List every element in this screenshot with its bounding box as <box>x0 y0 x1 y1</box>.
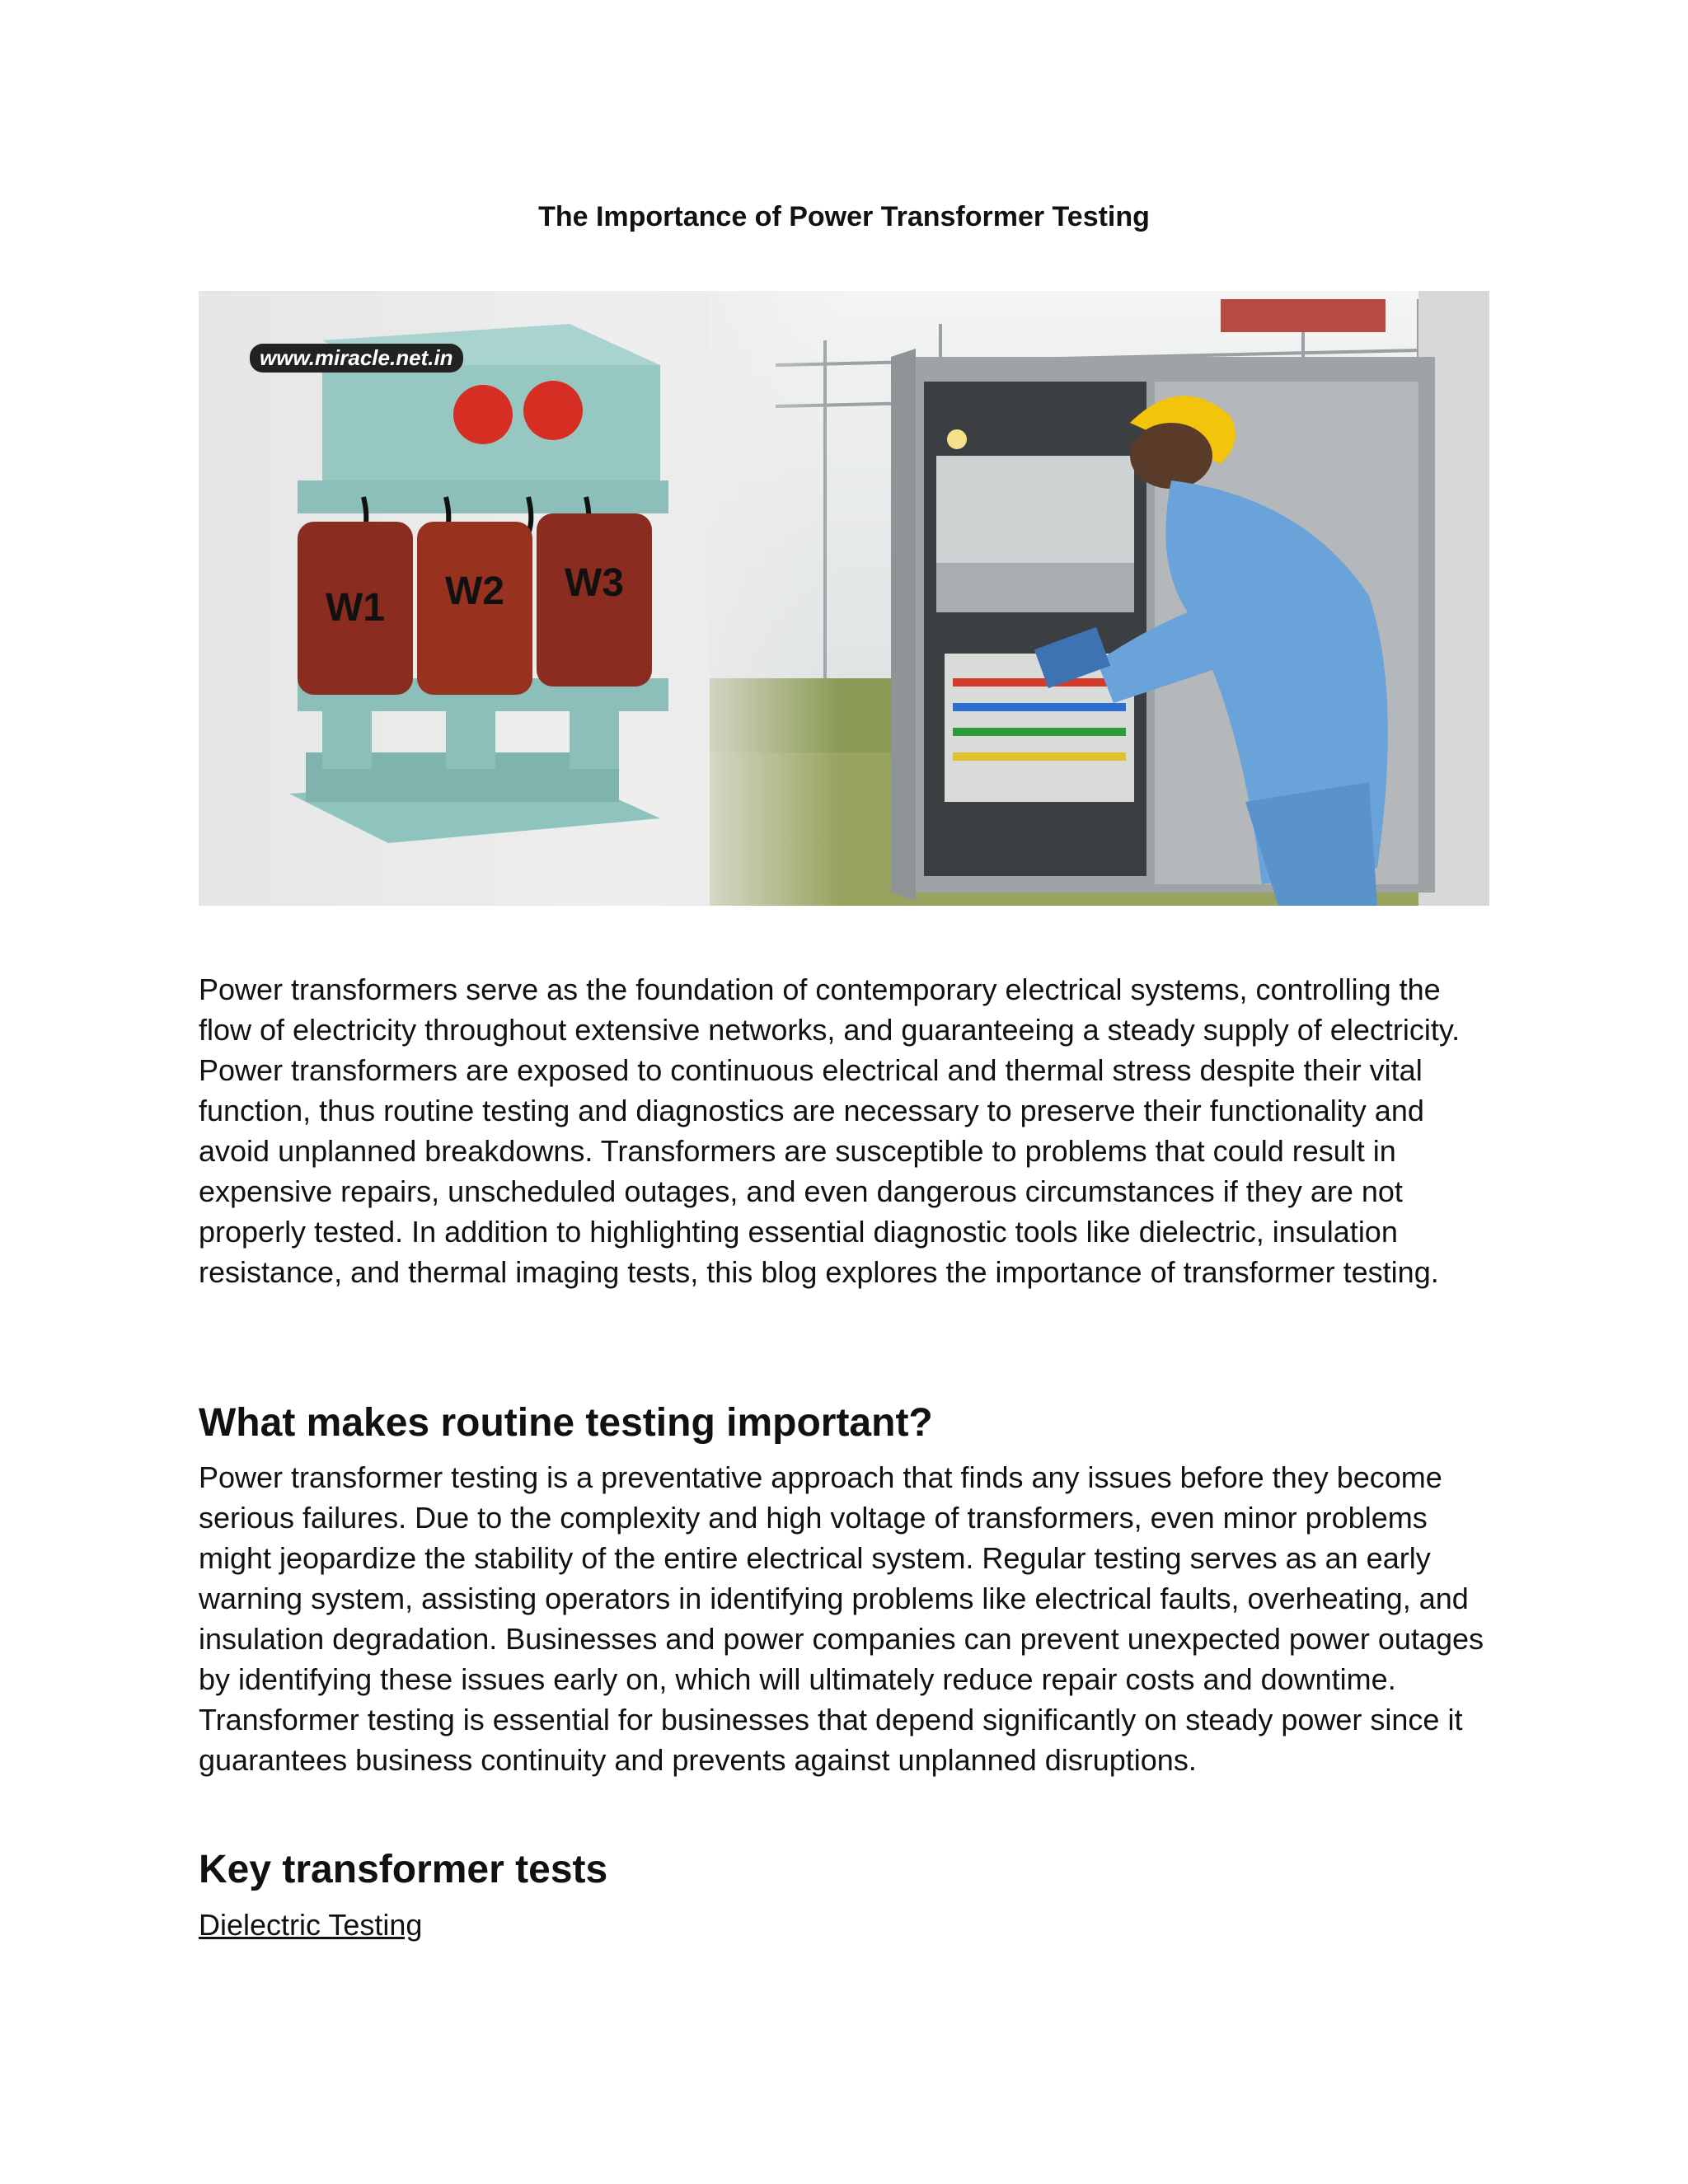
hero-image <box>199 291 1489 906</box>
intro-paragraph: Power transformers serve as the foundation of contemporary electrical systems, controlling the flow of electricity throughout extensive networks, and guaranteeing a steady supply of electricity. Power transformers are exposed to continuous electrical and thermal stress despite their vital function, thus routine testing and diagnostics are necessary to preserve their functionality and avoid unplanned breakdowns. Transformers are susceptible to problems that could result in expensive repairs, unscheduled outages, and even dangerous circumstances if they are not properly tested. In addition to highlighting essential diagnostic tools like dielectric, insulation resistance, and thermal imaging tests, this blog explores the importance of transformer testing. <box>199 972 1461 1289</box>
coil-label-w2: W2 <box>445 569 504 613</box>
section-heading-key-tests: Key transformer tests <box>199 1848 608 1891</box>
coil-label-w3: W3 <box>565 561 624 605</box>
document-title: The Importance of Power Transformer Testing <box>538 201 1150 232</box>
coil-label-w1: W1 <box>326 586 385 630</box>
routine-testing-paragraph: Power transformer testing is a preventative approach that finds any issues before they become serious failures. Due to the complexity and high voltage of transformers, even minor problems might jeopardize the stability of the entire electrical system. Regular testing serves as an early warning system, assisting operators in identifying problems like electrical faults, overheating, and insulation degradation. Businesses and power companies can prevent unexpected power outages by identifying these issues early on, which will ultimately reduce repair costs and downtime. Transformer testing is essential for businesses that depend significantly on steady power since it guarantees business continuity and prevents against unplanned disruptions. <box>199 1460 1484 1777</box>
section-heading-routine-testing: What makes routine testing important? <box>199 1401 933 1445</box>
hero-illustration <box>199 291 1489 906</box>
dielectric-testing-link[interactable]: Dielectric Testing <box>199 1908 423 1942</box>
image-watermark: www.miracle.net.in <box>250 344 463 373</box>
